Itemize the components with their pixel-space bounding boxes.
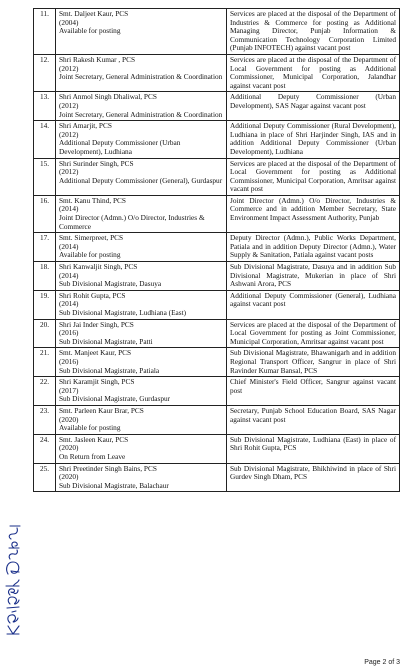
serial-number: 17.	[34, 233, 56, 262]
current-posting: Sub Divisional Magistrate, Dasuya	[59, 279, 162, 289]
serial-number: 18.	[34, 262, 56, 291]
new-posting: Deputy Director (Admn.), Public Works Department, Patiala and in addition Deputy Director (Admn.), Water Supply & Sanitation, Patiala against vacant posts	[227, 233, 400, 262]
officer-details	[56, 9, 227, 55]
current-posting: Sub Divisional Magistrate, Patiala	[59, 365, 160, 375]
serial-number: 11.	[34, 9, 56, 55]
current-posting: Joint Director (Admn.) O/o Director, Industries & Commerce	[59, 213, 205, 231]
serial-number: 12.	[34, 54, 56, 91]
new-posting: Additional Deputy Commissioner (Rural Development), Ludhiana in place of Shri Harjinder Singh, IAS and in addition Additional Deputy Commissioner (Urban Development), Ludhiana	[227, 121, 400, 158]
posting-table	[33, 8, 400, 492]
table-row	[34, 9, 400, 55]
new-posting: Additional Deputy Commissioner (General), Ludhiana against vacant post	[227, 290, 400, 319]
officer-batch: (2020)	[59, 472, 79, 482]
serial-number: 21.	[34, 348, 56, 377]
officer-details	[56, 463, 227, 492]
new-posting: Secretary, Punjab School Education Board, SAS Nagar against vacant post	[227, 405, 400, 434]
new-posting: Services are placed at the disposal of the Department of Local Government for posting as Additional Commissioner, Municipal Corporation, Amritsar against vacant post	[227, 158, 400, 195]
table-row	[34, 262, 400, 291]
officer-name: Shri Jai Inder Singh, PCS	[59, 319, 134, 329]
current-posting: Additional Deputy Commissioner (Urban Development), Ludhiana	[59, 138, 181, 156]
new-posting: Services are placed at the disposal of the Department of Local Government for posting as Additional Commissioner, Municipal Corporation, Jalandhar against vacant post	[227, 54, 400, 91]
officer-batch: (2014)	[59, 299, 79, 309]
new-posting: Services are placed at the disposal of the Department of Local Government for posting as Joint Commissioner, Municipal Corporation, Amritsar against vacant post	[227, 319, 400, 348]
officer-batch: (2012)	[59, 100, 79, 110]
current-posting: Joint Secretary, General Administration & Coordination	[59, 72, 223, 82]
current-posting: Available for posting	[59, 423, 121, 433]
current-posting: On Return from Leave	[59, 451, 126, 461]
serial-number: 24.	[34, 434, 56, 463]
serial-number: 14.	[34, 121, 56, 158]
table-row	[34, 121, 400, 158]
officer-batch: (2012)	[59, 167, 79, 177]
officer-details	[56, 92, 227, 121]
table-row	[34, 92, 400, 121]
officer-name: Smt. Daljeet Kaur, PCS	[59, 9, 129, 18]
officer-details	[56, 377, 227, 406]
signature	[1, 522, 25, 638]
officer-batch: (2012)	[59, 63, 79, 73]
officer-batch: (2014)	[59, 241, 79, 251]
table-row	[34, 463, 400, 492]
serial-number: 23.	[34, 405, 56, 434]
officer-batch: (2014)	[59, 270, 79, 280]
officer-batch: (2020)	[59, 414, 79, 424]
officer-details	[56, 348, 227, 377]
officer-details	[56, 233, 227, 262]
current-posting: Sub Divisional Magistrate, Ludhiana (East)	[59, 308, 187, 317]
current-posting: Sub Divisional Magistrate, Patti	[59, 336, 153, 346]
table-row	[34, 233, 400, 262]
officer-details	[56, 121, 227, 158]
current-posting: Available for posting	[59, 250, 121, 260]
table-row	[34, 348, 400, 377]
officer-name: Smt. Kanu Thind, PCS	[59, 195, 126, 205]
new-posting: Joint Director (Admn.) O/o Director, Industries & Commerce and in addition Member Secretary, State Environment Impact Assessment Authority, Punjab	[227, 195, 400, 232]
serial-number: 13.	[34, 92, 56, 121]
table-row	[34, 290, 400, 319]
officer-name: Shri Anmol Singh Dhaliwal, PCS	[59, 92, 157, 102]
new-posting: Sub Divisional Magistrate, Bhikhiwind in place of Shri Gurdev Singh Dham, PCS	[227, 463, 400, 492]
officer-batch: (2016)	[59, 356, 79, 366]
officer-batch: (2014)	[59, 204, 79, 214]
new-posting: Sub Divisional Magistrate, Dasuya and in addition Sub Divisional Magistrate, Mukerian in place of Shri Ashwani Arora, PCS	[227, 262, 400, 291]
serial-number: 15.	[34, 158, 56, 195]
officer-details	[56, 195, 227, 232]
officer-name: Shri Karamjit Singh, PCS	[59, 377, 135, 387]
officer-name: Smt. Simerpreet, PCS	[59, 233, 124, 243]
new-posting: Chief Minister's Field Officer, Sangrur against vacant post	[227, 377, 400, 406]
new-posting: Services are placed at the disposal of the Department of Industries & Commerce for posting as Additional Managing Director, Punjab Information & Communication Technology Corporation Limited (Punjab INFOTECH) against vacant post	[227, 9, 400, 55]
handwritten-signature-icon	[1, 522, 25, 638]
officer-batch: (2020)	[59, 443, 79, 453]
current-posting: Sub Divisional Magistrate, Gurdaspur	[59, 394, 171, 404]
officer-details	[56, 290, 227, 319]
serial-number: 16.	[34, 195, 56, 232]
table-row	[34, 54, 400, 91]
officer-name: Shri Rohit Gupta, PCS	[59, 290, 126, 300]
serial-number: 25.	[34, 463, 56, 492]
officer-details	[56, 319, 227, 348]
current-posting: Sub Divisional Magistrate, Balachaur	[59, 480, 169, 490]
table-row	[34, 195, 400, 232]
serial-number: 22.	[34, 377, 56, 406]
officer-batch: (2016)	[59, 328, 79, 338]
current-posting: Additional Deputy Commissioner (General), Gurdaspur	[59, 175, 223, 185]
table-row	[34, 405, 400, 434]
officer-details	[56, 405, 227, 434]
officer-name: Smt. Parleen Kaur Brar, PCS	[59, 405, 144, 415]
officer-name: Smt. Manjeet Kaur, PCS	[59, 348, 132, 358]
new-posting: Additional Deputy Commissioner (Urban Development), SAS Nagar against vacant post	[227, 92, 400, 121]
officer-details	[56, 434, 227, 463]
page-number: Page 2 of 3	[364, 659, 400, 666]
new-posting: Sub Divisional Magistrate, Ludhiana (East) in place of Shri Rohit Gupta, PCS	[227, 434, 400, 463]
officer-name: Shri Amarjit, PCS	[59, 121, 112, 131]
officer-name: Shri Rakesh Kumar , PCS	[59, 54, 136, 64]
officer-name: Shri Kanwaljit Singh, PCS	[59, 262, 138, 272]
officer-batch: (2017)	[59, 385, 79, 395]
officer-details	[56, 158, 227, 195]
officer-name: Shri Surinder Singh, PCS	[59, 158, 134, 168]
current-posting: Available for posting	[59, 26, 121, 36]
officer-batch: (2012)	[59, 129, 79, 139]
serial-number: 20.	[34, 319, 56, 348]
officer-details	[56, 262, 227, 291]
current-posting: Joint Secretary, General Administration & Coordination	[59, 109, 223, 119]
posting-table-body	[34, 9, 400, 492]
serial-number: 19.	[34, 290, 56, 319]
new-posting: Sub Divisional Magistrate, Bhawanigarh and in addition Regional Transport Officer, Sangrur in place of Shri Ravinder Kumar Bansal, PCS	[227, 348, 400, 377]
table-row	[34, 377, 400, 406]
table-row	[34, 158, 400, 195]
officer-details	[56, 54, 227, 91]
table-row	[34, 319, 400, 348]
table-row	[34, 434, 400, 463]
officer-name: Shri Preetinder Singh Bains, PCS	[59, 463, 157, 473]
officer-batch: (2004)	[59, 17, 79, 27]
officer-name: Smt. Jasleen Kaur, PCS	[59, 434, 129, 444]
